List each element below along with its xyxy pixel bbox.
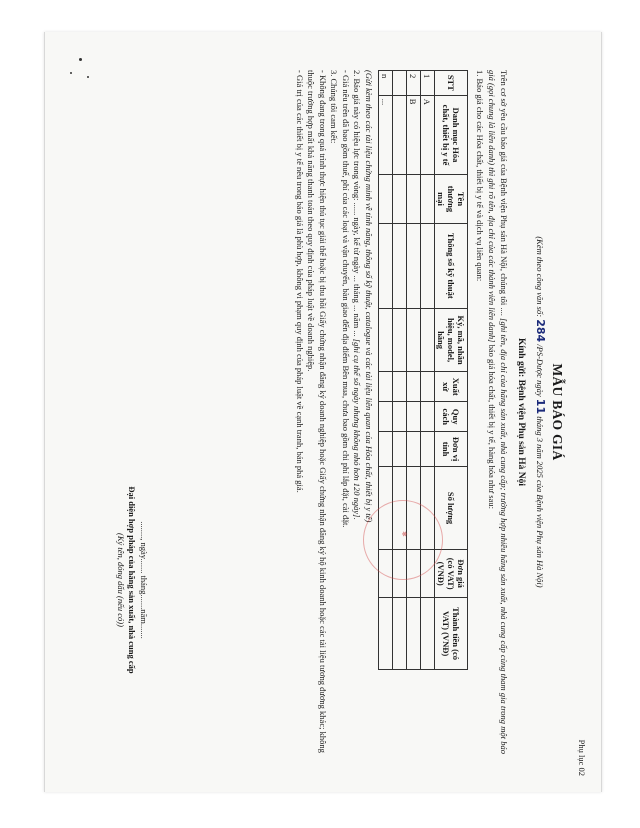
validity-line bbox=[351, 70, 363, 754]
table-cell bbox=[393, 598, 407, 670]
table-cell bbox=[379, 598, 393, 670]
table-cell bbox=[393, 175, 407, 223]
table-cell bbox=[393, 402, 407, 432]
col-origin: Xuất xứ bbox=[435, 372, 468, 402]
table-cell bbox=[393, 223, 407, 308]
table-cell bbox=[407, 598, 421, 670]
table-cell bbox=[407, 372, 421, 402]
intro-paragraph bbox=[486, 70, 510, 754]
table-cell bbox=[421, 223, 435, 308]
date-line: ........, ngày....... tháng.......năm....... bbox=[139, 521, 149, 639]
table-cell bbox=[407, 223, 421, 308]
table-cell bbox=[393, 308, 407, 371]
table-row bbox=[421, 71, 435, 670]
table-cell: A bbox=[421, 95, 435, 175]
document-subtitle bbox=[534, 40, 547, 784]
validity-text: 2. Báo giá này có hiệu lực trong vòng: ...... ngày, kể từ ngày ... tháng ... năm ... bbox=[352, 70, 363, 339]
table-row bbox=[407, 71, 421, 670]
table-cell bbox=[421, 372, 435, 402]
table-cell bbox=[407, 175, 421, 223]
commitment-1: - Không đang trong quá trình thực hiện thủ tục giải thể hoặc bị thu hồi Giấy chứng nhận đăng ký doanh nghiệp hoặc Giấy chứng nhận đăng ký hộ kinh doanh hoặc các tài liệu tương đương khác; không thuộc trường hợp mất khả năng thanh toán theo quy định của pháp luật về doanh nghiệp. bbox=[306, 70, 328, 753]
col-specs: Thông số kỹ thuật bbox=[435, 223, 468, 308]
col-trade-name: Tên thương mại bbox=[435, 175, 468, 223]
table-cell bbox=[407, 432, 421, 467]
col-item: Danh mục Hóa chất, thiết bị y tế bbox=[435, 95, 468, 175]
table-cell bbox=[407, 308, 421, 371]
red-seal-stamp bbox=[363, 500, 443, 580]
table-cell bbox=[421, 402, 435, 432]
col-total: Thành tiền (có VAT) (VNĐ) bbox=[435, 598, 468, 670]
table-cell bbox=[379, 223, 393, 308]
attachment-note: (Gửi kèm theo các tài liệu chứng minh về tính năng, thông số kỹ thuật, catalogue và các tài liệu liên quan của Hóa chất, thiết bị y tế) bbox=[364, 70, 374, 523]
table-cell bbox=[379, 402, 393, 432]
validity-end: . bbox=[352, 517, 363, 520]
table-cell bbox=[421, 175, 435, 223]
scanned-page bbox=[44, 32, 602, 792]
table-cell bbox=[393, 372, 407, 402]
table-cell: 2 bbox=[407, 71, 421, 96]
col-quantity: Số lượng bbox=[435, 466, 468, 549]
intro-text-3: báo giá hóa chất, thiết bị y tế, hàng hóa như sau: bbox=[487, 342, 497, 509]
rotated-document bbox=[53, 40, 593, 784]
handwritten-number: 284 bbox=[534, 319, 547, 343]
table-cell: n bbox=[379, 71, 393, 96]
table-cell: ... bbox=[379, 95, 393, 175]
commitment-heading: 3. Chúng tôi cam kết: bbox=[329, 70, 340, 144]
appendix-label: Phụ lục 02 bbox=[577, 739, 587, 776]
table-cell bbox=[393, 432, 407, 467]
table-cell bbox=[421, 598, 435, 670]
col-model: Ký, mã, nhãn hiệu, model, hãng bbox=[435, 308, 468, 371]
intro-text-2: [ghi tên, địa chỉ của hãng sản xuất, nhà cung cấp; trường hợp nhiều hãng sản xuất, nhà cung cấp cùng tham gia trong một báo giá (gọi chung là liên danh) thì ghi rõ tên, địa chỉ của các thành viên liên danh] bbox=[487, 70, 509, 754]
recipient-line: Kính gửi: Bệnh viện Phụ sản Hà Nội bbox=[516, 338, 526, 486]
col-unit: Đơn vị tính bbox=[435, 432, 468, 467]
price-inclusion-note: - Giá nêu trên đã bao gồm thuế, phí của các loại và vận chuyển, bàn giao đến địa điểm Bên mua, chưa bao gồm chi phí lắp đặt, cài đặt. bbox=[341, 70, 351, 528]
subtitle-post: tháng 3 năm 2025 của Bệnh viện Phụ sản Hà Nội) bbox=[535, 414, 545, 588]
table-cell bbox=[379, 372, 393, 402]
table-row bbox=[379, 71, 393, 670]
section-1-heading: 1. Báo giá cho các Hóa chất, thiết bị y tế và dịch vụ liên quan: bbox=[475, 70, 485, 282]
col-packing: Quy cách bbox=[435, 402, 468, 432]
signer-title: Đại diện hợp pháp của hãng sản xuất, nhà cung cấp bbox=[127, 486, 138, 674]
table-cell bbox=[379, 432, 393, 467]
document-title: MẪU BÁO GIÁ bbox=[550, 363, 565, 461]
commitment-2: - Giá trị của các thiết bị y tế nêu trong báo giá là phù hợp, không vi phạm quy định của pháp luật về cạnh tranh, bán phá giá. bbox=[295, 70, 305, 493]
table-cell bbox=[393, 95, 407, 175]
intro-text-1: Trên cơ sở yêu cầu báo giá của Bệnh viện Phụ sản Hà Nội, chúng tôi .... bbox=[499, 70, 509, 316]
table-cell bbox=[393, 71, 407, 96]
col-unit-price: Đơn giá (có VAT) (VNĐ) bbox=[435, 550, 468, 598]
subtitle-pre: (Kèm theo công văn số: bbox=[535, 236, 545, 320]
table-cell bbox=[421, 308, 435, 371]
stamp-mark: ✱ bbox=[400, 531, 408, 537]
signature-block bbox=[115, 460, 150, 700]
table-cell bbox=[407, 402, 421, 432]
table-cell bbox=[379, 175, 393, 223]
col-stt: STT bbox=[435, 71, 468, 96]
table-cell: 1 bbox=[421, 71, 435, 96]
table-header-row bbox=[435, 71, 468, 670]
signer-note: (Ký tên, đóng dấu (nếu có)) bbox=[116, 533, 126, 627]
subtitle-mid: /PS-Dược ngày bbox=[535, 342, 545, 399]
handwritten-day: 11 bbox=[534, 398, 547, 415]
validity-note: [ghi cụ thể số ngày nhưng không nhỏ hơn 120 ngày] bbox=[352, 338, 363, 518]
table-cell bbox=[421, 432, 435, 467]
price-table bbox=[378, 70, 468, 670]
table-cell: B bbox=[407, 95, 421, 175]
table-cell bbox=[379, 308, 393, 371]
terms-block bbox=[294, 70, 375, 754]
